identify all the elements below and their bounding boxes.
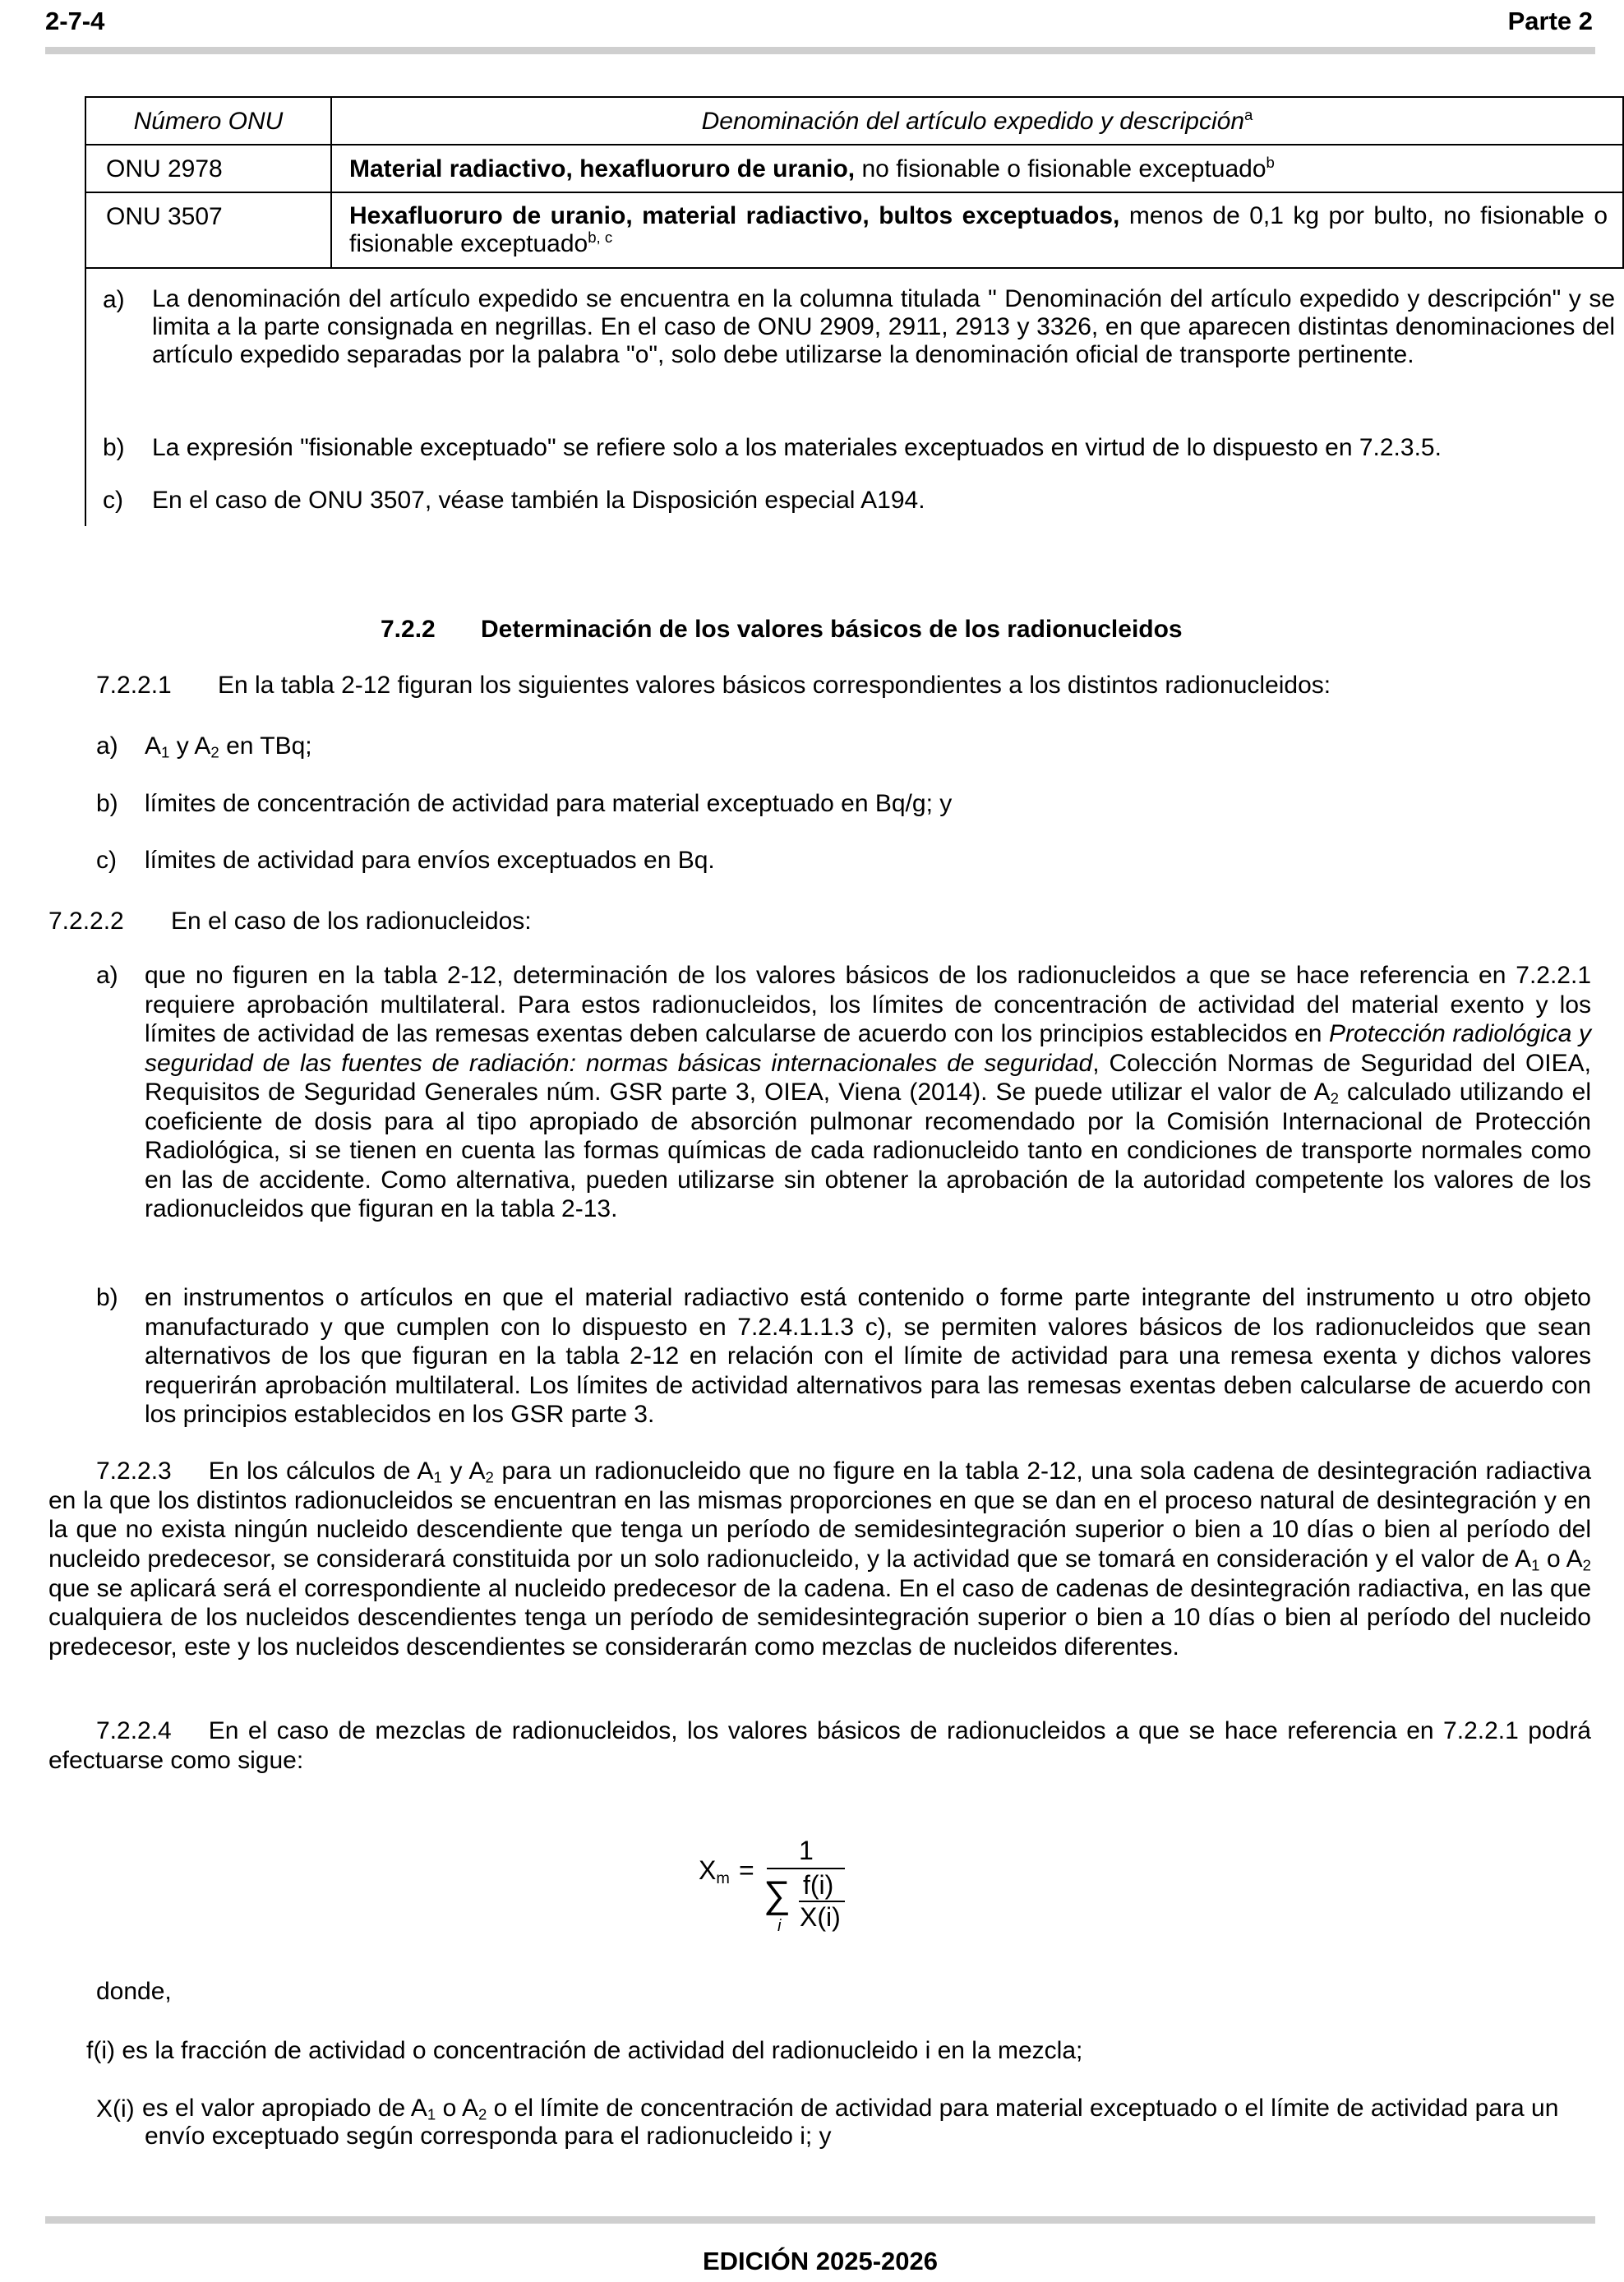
table-header-un [86,98,332,146]
shipping-name-bold: Hexafluoruro de uranio, material radiactivo, bultos exceptuados, [349,202,1120,229]
where-label: donde, [96,1978,172,2005]
definition-xi-label: X(i) [96,2095,135,2123]
fraction-bar-inner [799,1901,845,1902]
col2-header-text: Denominación del artículo expedido y descripción [701,108,1245,135]
paragraph-7223: 7.2.2.3 En los cálculos de $A_1$ y $A_2$ para un radionucleido que no figure en la tabla 2-12, una sola cadena de desintegración radiactiva en la que los distintos radionucleidos se encuentran en las mismas proporciones en que se dan en el proceso natural de desintegración y en la que no exista ningún nucleido descendiente que tenga un período de semidesintegración superior o bien a 10 días o bien al período del nucleido predecesor, se considerará constituida por un solo radionucleido, y la actividad que se tomará en consideración y el valor de $A_1$ o $A_2$ que se aplicará será el correspondiente al nucleido predecesor de la cadena. En el caso de cadenas de desintegración radiactiva, en las que cualquiera de los nucleidos descendientes tenga un período de semidesintegración superior o bien a 10 días o bien al período del nucleido predecesor, este y los nucleidos descendientes se considerarán como mezclas de nucleidos diferentes. [48,1457,1592,1661]
fraction-bar-outer [767,1868,845,1869]
paragraph-number: 7.2.2.2 [48,908,124,935]
sum-index: i [777,1917,782,1935]
table-header-name [332,98,1624,146]
note-text: La expresión "fisionable exceptuado" se refiere solo a los materiales exceptuados en virtud de lo dispuesto en 7.2.3.5. [152,434,1442,461]
list-label: b) [96,1284,118,1311]
un-number: ONU 2978 [106,155,223,182]
part-label: Parte 2 [1507,7,1593,35]
footnote-ref: b, c [588,228,613,246]
shipping-name-desc: menos de 0,1 kg por bulto, no fisionable o fisionable exceptuado [349,202,1608,257]
shipping-name-desc: no fisionable o fisionable exceptuado [855,155,1266,182]
formula-lhs: $X_m$ [699,1855,730,1887]
table-row [86,146,332,193]
inner-numerator: f(i) [803,1870,834,1900]
table-row-name [332,146,1624,193]
inner-denominator: X(i) [800,1902,841,1932]
edition-label: EDICIÓN 2025-2026 [702,2247,939,2275]
table-row-name [332,193,1624,269]
paragraph-text: En la tabla 2-12 figuran los siguientes valores básicos correspondientes a los distintos radionucleidos: [218,672,1331,699]
note-label: a) [103,286,125,313]
table-notes [86,269,1624,526]
sum-symbol: ∑ [764,1873,791,1915]
definition-fi: f(i) es la fracción de actividad o concentración de actividad del radionucleido i en la mezcla; [86,2037,1083,2064]
note-text: La denominación del artículo expedido se encuentra en la columna titulada " Denominación del artículo expedido y descripción" y se limita a la parte consignada en negrillas. En el caso de ONU 2909, 2911, 2913 y 3326, en que aparecen distintas denominaciones del artículo expedido separadas por la palabra "o", solo debe utilizarse la denominación oficial de transporte pertinente. [152,285,1615,368]
col1-header-text: Número ONU [133,108,284,135]
list-item: en instrumentos o artículos en que el material radiactivo está contenido o forme parte integrante del instrumento u otro objeto manufacturado y que cumplen con lo dispuesto en 7.2.4.1.1.3 c), se permiten valores básicos de los radionucleidos que sean alternativos de los que figuran en la tabla 2-12 en relación con el límite de actividad para una remesa exenta y dichos valores requerirán aprobación multilateral. Los límites de actividad alternativos para las remesas exentas deben calcularse de acuerdo con los principios establecidos en los GSR parte 3. [145,1284,1591,1429]
note-text: En el caso de ONU 3507, véase también la Disposición especial A194. [152,487,925,514]
un-number: ONU 3507 [106,203,223,230]
shipping-name-bold: Material radiactivo, hexafluoruro de uranio, [349,155,856,182]
list-item: límites de actividad para envíos exceptuados en Bq. [145,847,715,874]
paragraph-7224: 7.2.2.4 En el caso de mezclas de radionucleidos, los valores básicos de radionucleidos a que se hace referencia en 7.2.2.1 podrá efectuarse como sigue: [48,1717,1591,1774]
header-rule [45,47,1595,54]
footer-rule [45,2216,1595,2224]
paragraph-number: 7.2.2.1 [96,672,172,699]
formula-numerator: 1 [799,1836,814,1865]
definition-xi: es el valor apropiado de $A_1$ o $A_2$ o el límite de concentración de actividad para material exceptuado o el límite de actividad para un envío exceptuado según corresponda para el radionucleido i; y [142,2095,1559,2150]
formula-equals: = [739,1855,754,1885]
section-number: 7.2.2 [381,616,436,643]
note-label: c) [103,487,123,514]
list-item: $A_1$ y $A_2$ en TBq; [145,732,312,761]
un-table [85,96,1624,526]
list-label: a) [96,732,118,760]
list-label: b) [96,790,118,817]
list-item: límites de concentración de actividad para material exceptuado en Bq/g; y [145,790,953,817]
note-label: b) [103,434,125,461]
table-row [86,193,332,269]
section-title: Determinación de los valores básicos de los radionucleidos [481,616,1183,643]
footnote-ref: b [1266,153,1275,171]
paragraph-text: En el caso de los radionucleidos: [171,908,532,935]
list-item: que no figuren en la tabla 2-12, determinación de los valores básicos de los radionucleidos a que se hace referencia en 7.2.2.1 requiere aprobación multilateral. Para estos radionucleidos, los límites de concentración de actividad del material exento y los límites de actividad de las remesas exentas deben calcularse de acuerdo con los principios establecidos en Protección radiológica y seguridad de las fuentes de radiación: normas básicas internacionales de seguridad, Colección Normas de Seguridad del OIEA, Requisitos de Seguridad Generales núm. GSR parte 3, OIEA, Viena (2014). Se puede utilizar el valor de $A_2$ calculado utilizando el coeficiente de dosis para al tipo apropiado de absorción pulmonar recomendado por la Comisión Internacional de Protección Radiológica, si se tienen en cuenta las formas químicas de cada radionucleido tanto en condiciones de transporte normales como en las de accidente. Como alternativa, pueden utilizarse sin obtener la aprobación de la autoridad competente los valores de los radionucleidos que figuran en la tabla 2-13. [145,962,1591,1223]
list-label: a) [96,962,118,989]
page-number: 2-7-4 [45,7,105,35]
list-label: c) [96,847,117,874]
col2-header-sup: a [1244,105,1253,123]
